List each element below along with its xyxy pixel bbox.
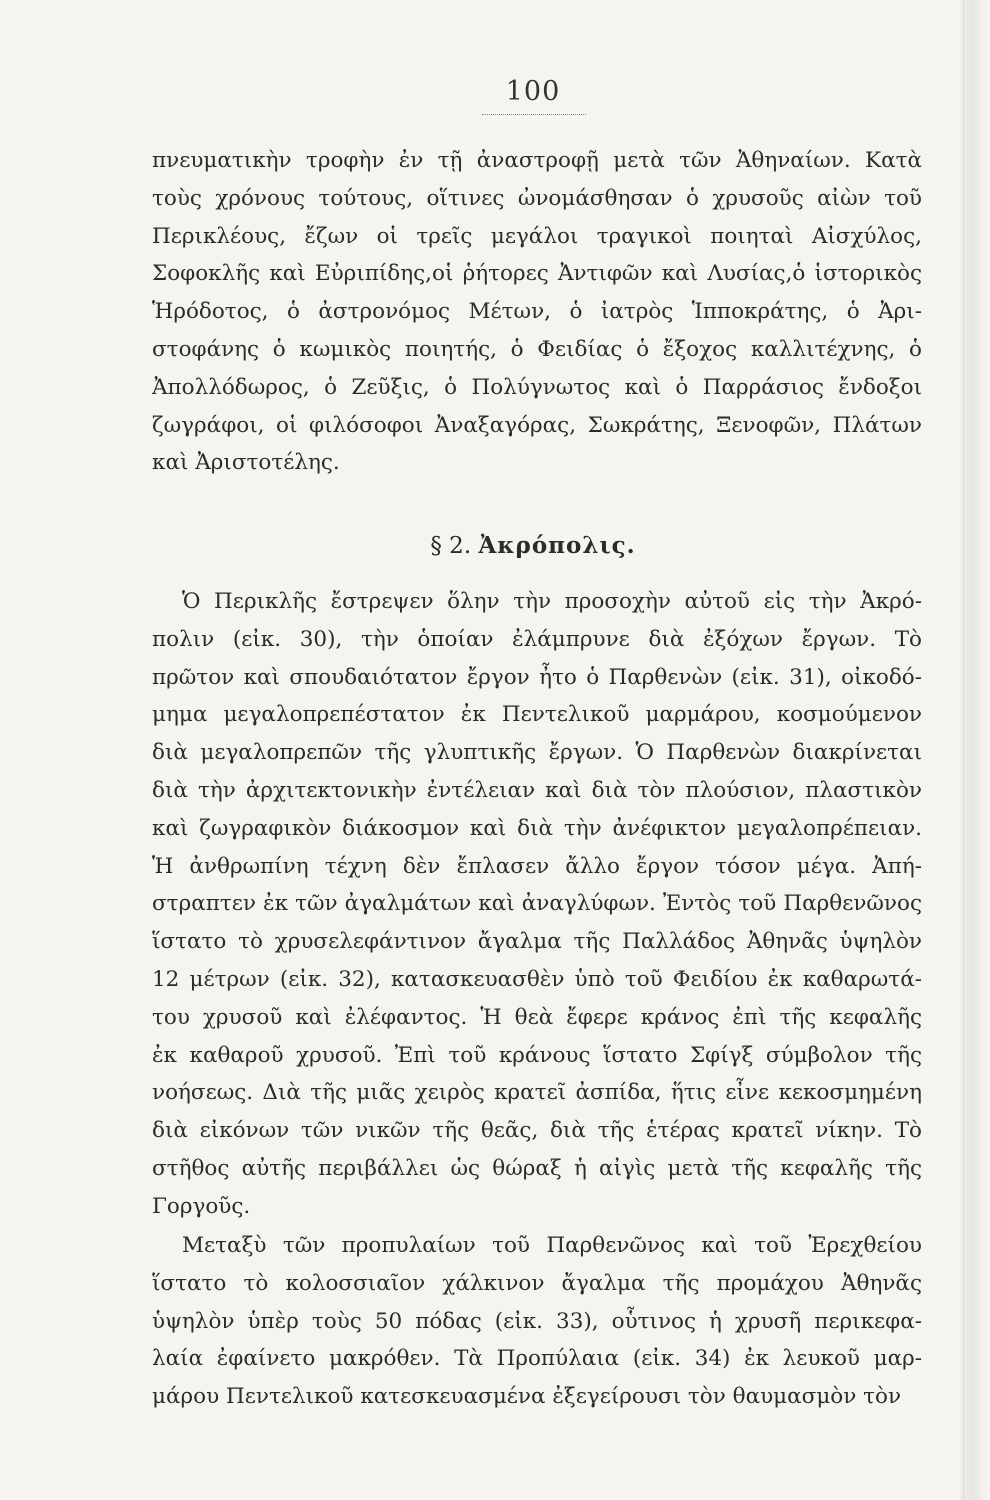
text-line: ἵστατο τὸ χρυσελεφάντινον ἄγαλμα τῆς Παλλάδος Ἀθηνᾶς ὑψηλὸν: [152, 929, 922, 955]
text-line: διὰ μεγαλοπρεπῶν τῆς γλυπτικῆς ἔργων. Ὁ Παρθενὼν διακρίνεται: [152, 740, 922, 766]
text-line: διὰ τὴν ἀρχιτεκτονικὴν ἐντέλειαν καὶ διὰ τὸν πλούσιον, πλαστικὸν: [152, 777, 922, 803]
text-line: Περικλέους, ἔζων οἱ τρεῖς μεγάλοι τραγικοὶ ποιηταὶ Αἰσχύλος,: [152, 223, 922, 249]
text-line: διὰ εἰκόνων τῶν νικῶν τῆς θεᾶς, διὰ τῆς ἑτέρας κρατεῖ νίκην. Τὸ: [152, 1118, 922, 1144]
text-line: Ἀπολλόδωρος, ὁ Ζεῦξις, ὁ Πολύγνωτος καὶ ὁ Παρράσιος ἔνδοξοι: [152, 374, 922, 400]
text-line: Ὁ Περικλῆς ἔστρεψεν ὅλην τὴν προσοχὴν αὐτοῦ εἰς τὴν Ἀκρό-: [182, 589, 922, 614]
text-line: Ἡ ἀνθρωπίνη τέχνη δὲν ἔπλασεν ἄλλο ἔργον τόσον μέγα. Ἀπή-: [152, 853, 922, 879]
page-edge: [960, 0, 990, 1500]
text-line: μάρου Πεντελικοῦ κατεσκευασμένα ἐξεγείρουσι τὸν θαυμασμὸν τὸν: [152, 1384, 902, 1410]
text-line: πρῶτον καὶ σπουδαιότατον ἔργον ἦτο ὁ Παρθενὼν (εἰκ. 31), οἰκοδό-: [152, 664, 922, 690]
text-line: του χρυσοῦ καὶ ἐλέφαντος. Ἡ θεὰ ἔφερε κράνος ἐπὶ τῆς κεφαλῆς: [152, 1004, 922, 1030]
text-line: στραπτεν ἐκ τῶν ἀγαλμάτων καὶ ἀναγλύφων. Ἐντὸς τοῦ Παρθενῶνος: [152, 891, 922, 917]
text-line: Σοφοκλῆς καὶ Εὐριπίδης,οἱ ῥήτορες Ἀντιφῶν καὶ Λυσίας,ὁ ἱστορικὸς: [152, 261, 922, 287]
page-number: 100: [505, 76, 561, 107]
text-line: ἵστατο τὸ κολοσσιαῖον χάλκινον ἄγαλμα τῆς προμάχου Ἀθηνᾶς: [152, 1270, 922, 1296]
section-title: Ἀκρόπολις.: [478, 532, 636, 559]
text-line: πνευματικὴν τροφὴν ἐν τῇ ἀναστροφῇ μετὰ τῶν Ἀθηναίων. Κατὰ: [152, 148, 922, 173]
text-line: Μεταξὺ τῶν προπυλαίων τοῦ Παρθενῶνος καὶ τοῦ Ἐρεχθείου: [182, 1233, 922, 1258]
paragraph-3: [152, 1227, 922, 1416]
text-line: καὶ Ἀριστοτέλης.: [152, 450, 340, 476]
section-heading: [0, 526, 990, 566]
text-line: πολιν (εἰκ. 30), τὴν ὁποίαν ἐλάμπρυνε διὰ ἐξόχων ἔργων. Τὸ: [152, 626, 922, 652]
text-line: Ἡρόδοτος, ὁ ἀστρονόμος Μέτων, ὁ ἰατρὸς Ἱπποκράτης, ὁ Ἀρι-: [152, 299, 922, 325]
page-edge-line: [963, 0, 964, 1500]
page-number-rule: [482, 114, 586, 115]
text-line: στοφάνης ὁ κωμικὸς ποιητής, ὁ Φειδίας ὁ ἔξοχος καλλιτέχνης, ὁ: [152, 336, 922, 362]
text-line: ζωγράφοι, οἱ φιλόσοφοι Ἀναξαγόρας, Σωκράτης, Ξενοφῶν, Πλάτων: [152, 412, 922, 438]
text-line: ὑψηλὸν ὑπὲρ τοὺς 50 πόδας (εἰκ. 33), οὗτινος ἡ χρυσῆ περικεφα-: [152, 1308, 922, 1334]
text-line: μημα μεγαλοπρεπέστατον ἐκ Πεντελικοῦ μαρμάρου, κοσμούμενον: [152, 702, 922, 728]
text-line: 12 μέτρων (εἰκ. 32), κατασκευασθὲν ὑπὸ τοῦ Φειδίου ἐκ καθαρωτά-: [152, 966, 922, 992]
text-line: Γοργοῦς.: [152, 1193, 251, 1219]
text-line: ἐκ καθαροῦ χρυσοῦ. Ἐπὶ τοῦ κράνους ἵστατο Σφίγξ σύμβολον τῆς: [152, 1042, 922, 1068]
paragraph-2: [152, 583, 922, 1226]
paragraph-1: [152, 142, 922, 482]
text-line: καὶ ζωγραφικὸν διάκοσμον καὶ διὰ τὴν ἀνέφικτον μεγαλοπρέπειαν.: [152, 815, 922, 841]
text-line: τοὺς χρόνους τούτους, οἵτινες ὠνομάσθησαν ὁ χρυσοῦς αἰὼν τοῦ: [152, 185, 922, 211]
text-line: λαία ἐφαίνετο μακρόθεν. Τὰ Προπύλαια (εἰκ. 34) ἐκ λευκοῦ μαρ-: [152, 1346, 922, 1372]
text-line: στῆθος αὐτῆς περιβάλλει ὡς θώραξ ἡ αἰγὶς μετὰ τῆς κεφαλῆς τῆς: [152, 1155, 922, 1181]
section-number: § 2.: [430, 533, 472, 559]
text-line: νοήσεως. Διὰ τῆς μιᾶς χειρὸς κρατεῖ ἀσπίδα, ἥτις εἶνε κεκοσμημένη: [152, 1080, 922, 1106]
